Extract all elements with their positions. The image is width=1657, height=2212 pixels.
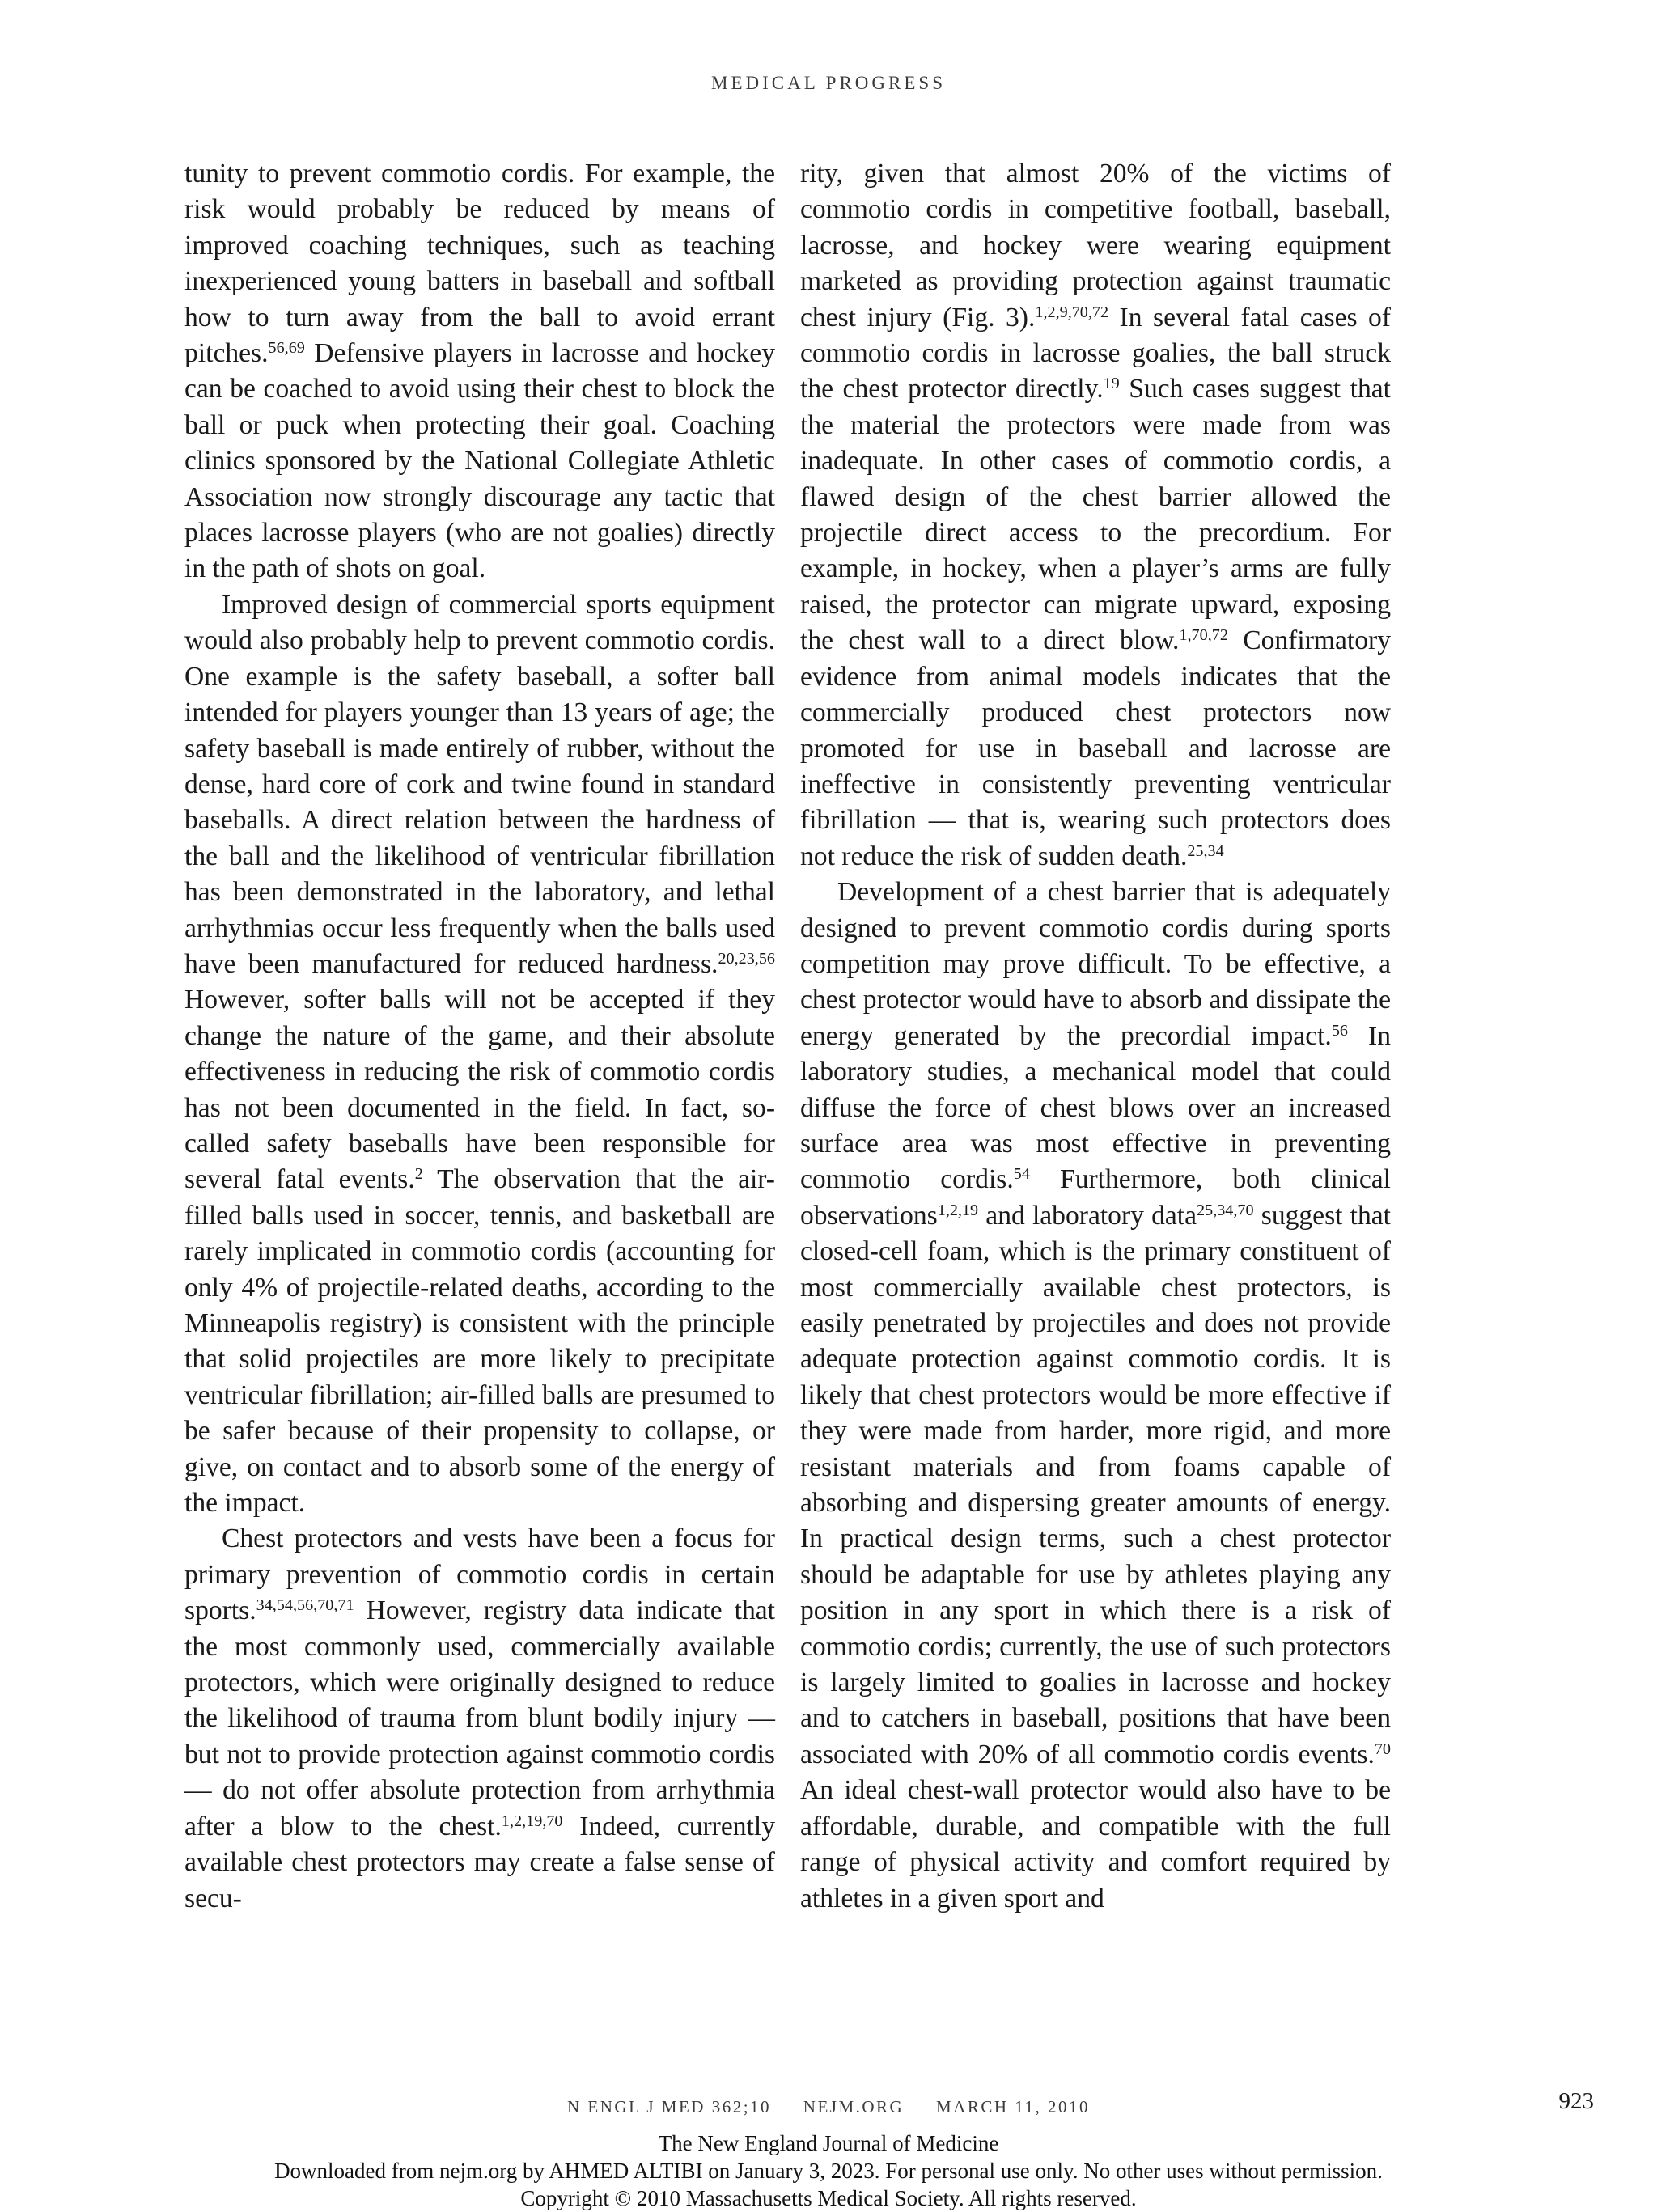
citation-ref: 25,34	[1187, 841, 1224, 860]
citation-ref: 1,2,19,70	[501, 1812, 563, 1830]
journal-citation: N ENGL J MED 362;10	[567, 2097, 772, 2117]
citation-ref: 1,70,72	[1179, 626, 1228, 645]
issue-date: MARCH 11, 2010	[935, 2097, 1090, 2117]
paragraph: Development of a chest barrier that is adequately designed to prevent commotio cordis during sports competition may prove difficult. To be effective, a chest protector would have to absorb and dissipate the energy generated by the precordial impact.$^{56}$ In laboratory studies, a mechanical model that could diffuse the force of chest blows over an increased surface area was most effective in preventing commotio cordis.$^{54}$ Furthermore, both clinical observations$^{1,2,19}$ and laboratory data$^{25,34,70}$ suggest that closed-cell foam, which is the primary constituent of most commercially available chest protectors, is easily penetrated by projectiles and does not provide adequate protection against commotio cordis. It is likely that chest protectors would be more effective if they were made from harder, more rigid, and more resistant materials and from foams capable of absorbing and dispersing greater amounts of energy. In practical design terms, such a chest protector should be adaptable for use by athletes playing any position in any sport in which there is a risk of commotio cordis; currently, the use of such protectors is largely limited to goalies in lacrosse and hockey and to catchers in baseball, positions that have been associated with 20% of all commotio cordis events.$^{70}$ An ideal chest-wall protector would also have to be affordable, durable, and compatible with the full range of physical activity and comfort required by athletes in a given sport and	[800, 877, 1392, 1913]
journal-site: NEJM.ORG	[803, 2097, 905, 2117]
citation-ref: 2	[414, 1165, 423, 1184]
citation-ref: 20,23,56	[718, 949, 775, 968]
paragraph: tunity to prevent commotio cordis. For example, the risk would probably be reduced by means of improved coaching techniques, such as teaching inexperienced young batters in baseball and softball how to turn away from the ball to avoid errant pitches.$^{56,69}$ Defensive players in lacrosse and hockey can be coached to avoid using their chest to block the ball or puck when protecting their goal. Coaching clinics sponsored by the National Collegiate Athletic Association now strongly discourage any tactic that places lacrosse players (who are not goalies) directly in the path of shots on goal.	[184, 159, 775, 584]
citation-ref: 56,69	[268, 338, 305, 357]
download-statement: Downloaded from nejm.org by AHMED ALTIBI on January 3, 2023. For personal use only. No other uses without permission.	[274, 2159, 1383, 2183]
citation-ref: 25,34,70	[1197, 1201, 1254, 1219]
citation-ref: 1,2,9,70,72	[1035, 303, 1109, 321]
right-column	[800, 156, 1391, 1917]
paragraph: Improved design of commercial sports equipment would also probably help to prevent commotio cordis. One example is the safety baseball, a softer ball intended for players younger than 13 years of age; the safety baseball is made entirely of rubber, without the dense, hard core of cork and twine found in standard baseballs. A direct relation between the hardness of the ball and the likelihood of ventricular fibrillation has been demonstrated in the laboratory, and lethal arrhythmias occur less frequently when the balls used have been manufactured for reduced hardness.$^{20,23,56}$ However, softer balls will not be accepted if they change the nature of the game, and their absolute effectiveness in reducing the risk of commotio cordis has not been documented in the field. In fact, so-called safety baseballs have been responsible for several fatal events.$^2$ The observation that the air-filled balls used in soccer, tennis, and basketball are rarely implicated in commotio cordis (accounting for only 4% of projectile-related deaths, according to the Minneapolis registry) is consistent with the principle that solid projectiles are more likely to precipitate ventricular fibrillation; air-filled balls are presumed to be safer because of their propensity to collapse, or give, on contact and to absorb some of the energy of the impact.	[184, 589, 775, 1519]
left-column	[184, 156, 775, 1917]
citation-ref: 19	[1103, 375, 1120, 393]
citation-ref: 1,2,19	[937, 1201, 979, 1219]
download-notice	[0, 2129, 1657, 2212]
paragraph: Chest protectors and vests have been a focus for primary prevention of commotio cordis in certain sports.$^{34,54,56,70,71}$ However, registry data indicate that the most commonly used, commercially available protectors, which were originally designed to reduce the likelihood of trauma from blunt bodily injury — but not to provide protection against commotio cordis — do not offer absolute protection from arrhythmia after a blow to the chest.$^{1,2,19,70}$ Indeed, currently available chest protectors may create a false sense of secu-	[184, 1523, 775, 1913]
citation-ref: 56	[1331, 1021, 1348, 1040]
copyright-statement: Copyright © 2010 Massachusetts Medical Society. All rights reserved.	[520, 2186, 1137, 2210]
citation-ref: 70	[1374, 1740, 1391, 1758]
page-number: 923	[1558, 2088, 1594, 2114]
citation-ref: 54	[1013, 1165, 1030, 1184]
running-head: MEDICAL PROGRESS	[711, 73, 946, 93]
paragraph: rity, given that almost 20% of the victims of commotio cordis in competitive football, baseball, lacrosse, and hockey were wearing equipment marketed as providing protection against traumatic chest injury (Fig. 3).$^{1,2,9,70,72}$ In several fatal cases of commotio cordis in lacrosse goalies, the ball struck the chest protector directly.$^{19}$ Such cases suggest that the material the protectors were made from was inadequate. In other cases of commotio cordis, a flawed design of the chest barrier allowed the projectile direct access to the precordium. For example, in hockey, when a player’s arms are fully raised, the protector can migrate upward, exposing the chest wall to a direct blow.$^{1,70,72}$ Confirmatory evidence from animal models indicates that the commercially produced chest protectors now promoted for use in baseball and lacrosse are ineffective in consistently preventing ventricular fibrillation — that is, wearing such protectors does not reduce the risk of sudden death.$^{25,34}$	[800, 159, 1391, 871]
citation-ref: 34,54,56,70,71	[256, 1596, 354, 1615]
journal-footer	[0, 2097, 1657, 2117]
journal-name: The New England Journal of Medicine	[658, 2131, 999, 2155]
